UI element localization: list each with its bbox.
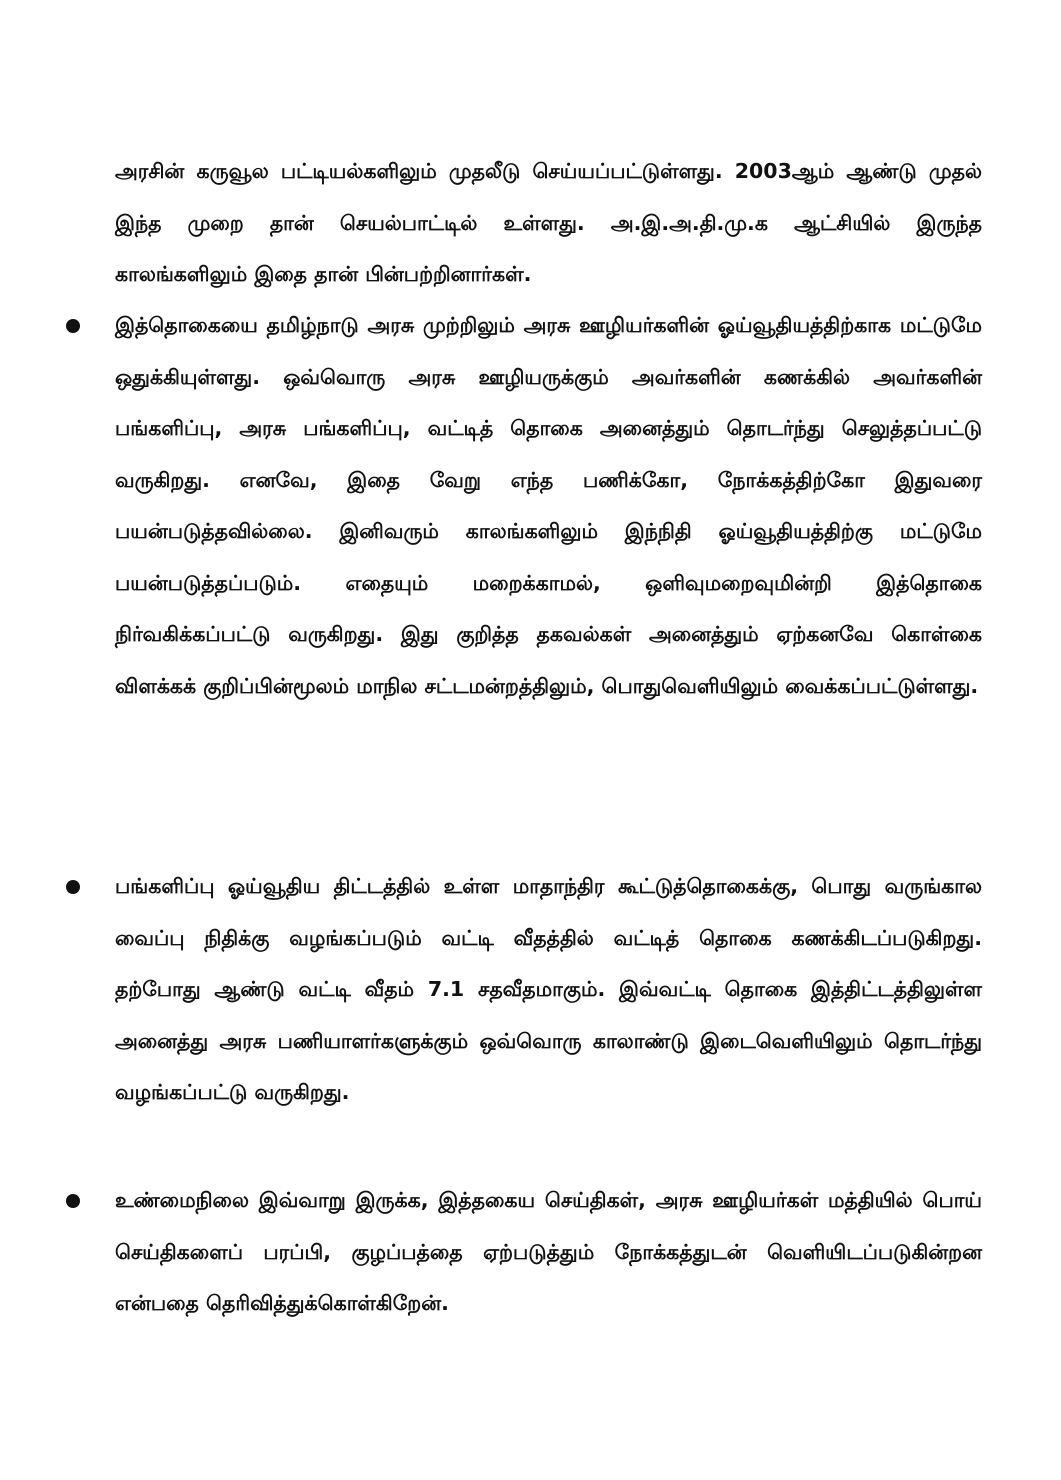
paragraph-bullet-conclusion: உண்மைநிலை இவ்வாறு இருக்க, இத்தகைய செய்திகள், அரசு ஊழியர்கள் மத்தியில் பொய் செய்திகளைப் பரப்பி, குழப்பத்தை ஏற்படுத்தும் நோக்கத்துடன் வெளியிடப்படுகின்றன என்பதை தெரிவித்துக்கொள்கிறேன்.: [115, 1188, 982, 1315]
paragraph-bullet-interest-rate: பங்களிப்பு ஓய்வூதிய திட்டத்தில் உள்ள மாதாந்திர கூட்டுத்தொகைக்கு, பொது வருங்கால வைப்பு நிதிக்கு வழங்கப்படும் வட்டி வீதத்தில் வட்டித் தொகை கணக்கிடப்படுகிறது. தற்போது ஆண்டு வட்டி வீதம் 7.1 சதவீதமாகும். இவ்வட்டி தொகை இத்திட்டத்திலுள்ள அனைத்து அரசு பணியாளர்களுக்கும் ஒவ்வொரு காலாண்டு இடைவெளியிலும் தொடர்ந்து வழங்கப்பட்டு வருகிறது.: [115, 874, 982, 1104]
paragraph-continuation: அரசின் கருவூல பட்டியல்களிலும் முதலீடு செய்யப்பட்டுள்ளது. 2003ஆம் ஆண்டு முதல் இந்த முறை தான் செயல்பாட்டில் உள்ளது. அ.இ.அ.தி.மு.க ஆட்சியில் இருந்த காலங்களிலும் இதை தான் பின்பற்றினார்கள்.: [115, 159, 982, 286]
paragraph-bullet-fund-usage: இத்தொகையை தமிழ்நாடு அரசு முற்றிலும் அரசு ஊழியர்களின் ஓய்வூதியத்திற்காக மட்டுமே ஒதுக்கியுள்ளது. ஒவ்வொரு அரசு ஊழியருக்கும் அவர்களின் கணக்கில் அவர்களின் பங்களிப்பு, அரசு பங்களிப்பு, வட்டித் தொகை அனைத்தும் தொடர்ந்து செலுத்தப்பட்டு வருகிறது. எனவே, இதை வேறு எந்த பணிக்கோ, நோக்கத்திற்கோ இதுவரை பயன்படுத்தவில்லை. இனிவரும் காலங்களிலும் இந்நிதி ஓய்வூதியத்திற்கு மட்டுமே பயன்படுத்தப்படும். எதையும் மறைக்காமல், ஒளிவுமறைவுமின்றி இத்தொகை நிர்வகிக்கப்பட்டு வருகிறது. இது குறித்த தகவல்கள் அனைத்தும் ஏற்கனவே கொள்கை விளக்கக் குறிப்பின்மூலம் மாநில சட்டமன்றத்திலும், பொதுவெளியிலும் வைக்கப்பட்டுள்ளது.: [115, 313, 982, 698]
bullet-point-icon: [66, 880, 80, 894]
bullet-point-icon: [66, 1194, 80, 1208]
bullet-point-icon: [66, 319, 80, 333]
